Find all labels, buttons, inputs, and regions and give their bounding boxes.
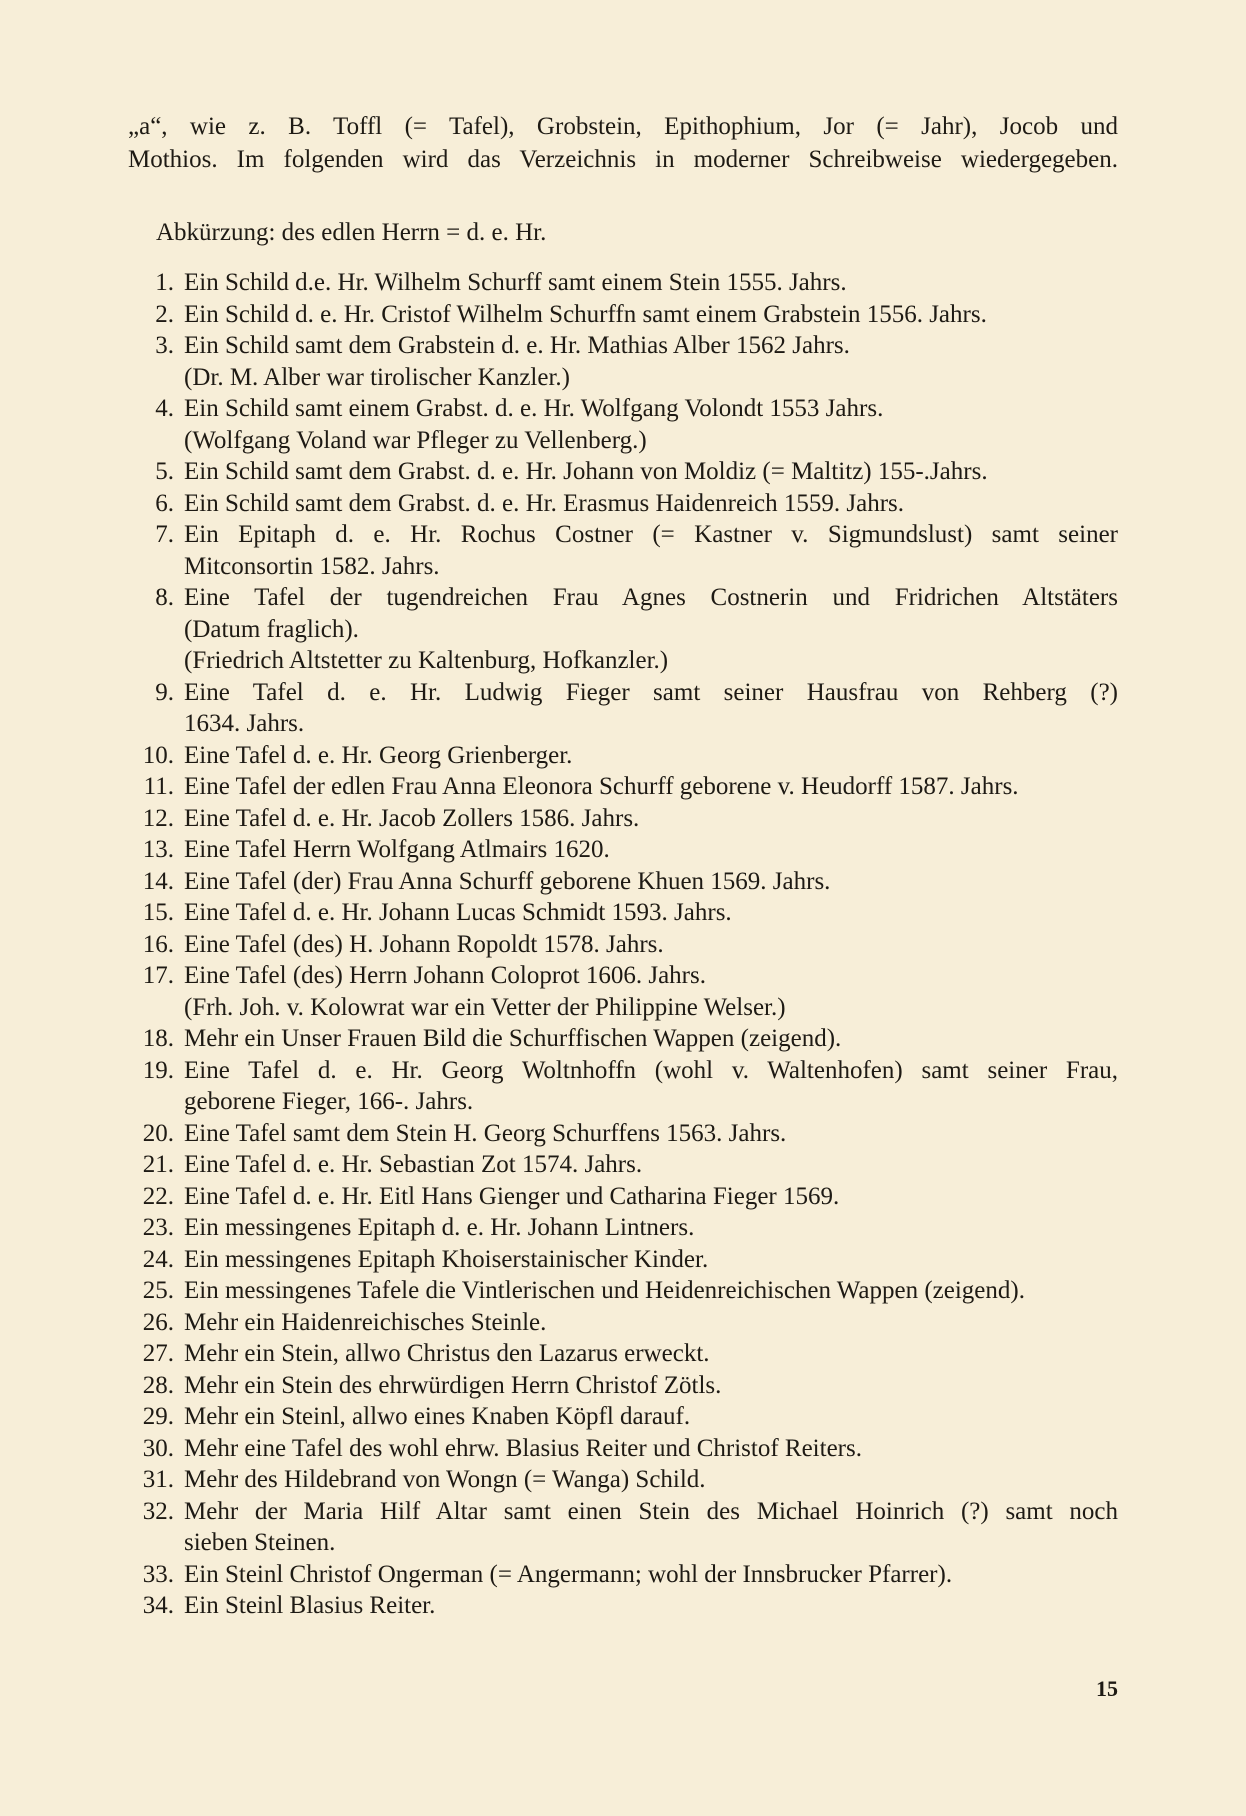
entry-line: Eine Tafel d. e. Hr. Sebastian Zot 1574. Jahrs. [184, 1151, 643, 1178]
list-item [128, 1590, 1118, 1622]
entry-line: Mehr der Maria Hilf Altar samt einen Stein des Michael Hoinrich (?) samt noch [184, 1497, 1118, 1525]
entry-line: Ein Schild d.e. Hr. Wilhelm Schurff samt einem Stein 1555. Jahrs. [184, 269, 847, 296]
entry-number: 30. [142, 1434, 174, 1462]
list-item [128, 1275, 1118, 1307]
entry-text [174, 582, 1118, 677]
entry-line: Mehr ein Unser Frauen Bild die Schurffischen Wappen (zeigend). [184, 1025, 842, 1052]
entry-number: 32. [142, 1497, 174, 1525]
entry-text [174, 1244, 1118, 1276]
entry-text [174, 740, 1118, 772]
entry-number: 14. [142, 867, 174, 895]
list-item [128, 519, 1118, 582]
entry-line: Mehr eine Tafel des wohl ehrw. Blasius Reiter und Christof Reiters. [184, 1434, 862, 1462]
list-item [128, 299, 1118, 331]
list-item [128, 771, 1118, 803]
entry-number: 34. [142, 1592, 174, 1619]
entry-number: 8. [155, 584, 174, 611]
entry-text [174, 1464, 1118, 1496]
entry-line: (Dr. M. Alber war tirolischer Kanzler.) [184, 363, 570, 391]
entry-text [174, 1433, 1118, 1465]
entry-line: Mehr ein Haidenreichisches Steinle. [184, 1308, 547, 1336]
entry-number: 13. [142, 836, 174, 863]
list-item [128, 1401, 1118, 1433]
entry-number: 18. [142, 1025, 174, 1052]
entry-number: 27. [142, 1340, 174, 1367]
entry-line: Ein Steinl Christof Ongerman (= Angermann; wohl der Innsbrucker Pfarrer). [184, 1560, 953, 1588]
entry-line: Eine Tafel d. e. Hr. Jacob Zollers 1586. Jahrs. [184, 804, 640, 832]
list-item [128, 803, 1118, 835]
entry-line: Eine Tafel der tugendreichen Frau Agnes Costnerin und Fridrichen Altstäters [184, 584, 1118, 611]
entry-text [174, 960, 1118, 1023]
entry-text [174, 866, 1118, 898]
entry-line: Ein Schild samt dem Grabstein d. e. Hr. Mathias Alber 1562 Jahrs. [184, 332, 850, 359]
entry-number: 15. [142, 899, 174, 926]
entry-number: 19. [142, 1056, 174, 1084]
entry-line: Ein messingenes Epitaph d. e. Hr. Johann Lintners. [184, 1214, 695, 1241]
intro-line-2: Mothios. Im folgenden wird das Verzeichnis in moderner Schreibweise wiedergegeben. [128, 146, 1118, 173]
entry-text [174, 267, 1118, 299]
entry-number: 5. [155, 458, 174, 485]
list-item [128, 1055, 1118, 1118]
entry-number: 33. [142, 1560, 174, 1588]
entry-number: 20. [142, 1119, 174, 1147]
entry-text [174, 834, 1118, 866]
entry-text [174, 488, 1118, 520]
document-page [128, 110, 1118, 1622]
list-item [128, 1244, 1118, 1276]
entry-line: Ein Schild d. e. Hr. Cristof Wilhelm Schurffn samt einem Grabstein 1556. Jahrs. [184, 300, 987, 328]
entry-text [174, 330, 1118, 393]
list-item [128, 1118, 1118, 1150]
entry-text [174, 929, 1118, 961]
list-item [128, 1307, 1118, 1339]
entry-line: Eine Tafel d. e. Hr. Georg Grienberger. [184, 741, 573, 769]
list-item [128, 1433, 1118, 1465]
entry-text [174, 299, 1118, 331]
entry-line: (Wolfgang Voland war Pfleger zu Vellenberg.) [184, 426, 647, 454]
list-item [128, 1212, 1118, 1244]
list-item [128, 393, 1118, 456]
list-item [128, 1338, 1118, 1370]
intro-paragraph [128, 110, 1118, 176]
list-item [128, 677, 1118, 740]
entry-line: (Datum fraglich). [184, 615, 359, 643]
intro-line-1: „a“, wie z. B. Toffl (= Tafel), Grobstein, Epithophium, Jor (= Jahr), Jocob und [128, 113, 1118, 140]
entry-text [174, 1118, 1118, 1150]
entry-text [174, 1055, 1118, 1118]
entry-number: 23. [142, 1214, 174, 1241]
list-item [128, 1370, 1118, 1402]
list-item [128, 1559, 1118, 1591]
entry-number: 31. [142, 1466, 174, 1493]
entry-line: Mehr ein Steinl, allwo eines Knaben Köpfl darauf. [184, 1403, 691, 1430]
list-item [128, 582, 1118, 677]
entry-number: 24. [142, 1245, 174, 1273]
entry-line: Ein Schild samt dem Grabst. d. e. Hr. Johann von Moldiz (= Maltitz) 155-.Jahrs. [184, 458, 988, 485]
page-number: 15 [1096, 1676, 1118, 1701]
entry-line: Eine Tafel (des) Herrn Johann Coloprot 1606. Jahrs. [184, 962, 706, 989]
entry-line: Ein Epitaph d. e. Hr. Rochus Costner (= Kastner v. Sigmundslust) samt seiner [184, 521, 1118, 548]
entry-line: (Frh. Joh. v. Kolowrat war ein Vetter der Philippine Welser.) [184, 993, 786, 1021]
entry-line: Ein messingenes Tafele die Vintlerischen und Heidenreichischen Wappen (zeigend). [184, 1277, 1025, 1304]
list-item [128, 1149, 1118, 1181]
entry-line: Eine Tafel (des) H. Johann Ropoldt 1578. Jahrs. [184, 930, 664, 958]
entry-text [174, 1212, 1118, 1244]
entry-number: 22. [142, 1182, 174, 1210]
entry-number: 1. [155, 269, 174, 296]
entry-line: Mehr ein Stein des ehrwürdigen Herrn Christof Zötls. [184, 1371, 722, 1399]
entry-text [174, 897, 1118, 929]
entry-number: 4. [155, 395, 174, 422]
entry-line: Ein Schild samt dem Grabst. d. e. Hr. Erasmus Haidenreich 1559. Jahrs. [184, 489, 904, 517]
entry-text [174, 1307, 1118, 1339]
entry-line: Eine Tafel (der) Frau Anna Schurff geborene Khuen 1569. Jahrs. [184, 867, 831, 895]
entry-text [174, 393, 1118, 456]
entry-text [174, 1496, 1118, 1559]
list-item [128, 834, 1118, 866]
entry-line: sieben Steinen. [184, 1529, 336, 1556]
entry-line: Ein Steinl Blasius Reiter. [184, 1592, 436, 1619]
entry-line: Ein messingenes Epitaph Khoiserstainischer Kinder. [184, 1245, 709, 1273]
list-item [128, 1496, 1118, 1559]
entry-number: 21. [142, 1151, 174, 1178]
list-item [128, 1181, 1118, 1213]
entry-number: 25. [142, 1277, 174, 1304]
entry-text [174, 1370, 1118, 1402]
entry-line: Eine Tafel der edlen Frau Anna Eleonora Schurff geborene v. Heudorff 1587. Jahrs. [184, 773, 1019, 800]
entry-number: 3. [155, 332, 174, 359]
entry-text [174, 519, 1118, 582]
entry-line: 1634. Jahrs. [184, 710, 305, 737]
list-item [128, 897, 1118, 929]
abbreviation-note: Abkürzung: des edlen Herrn = d. e. Hr. [156, 219, 547, 246]
entry-number: 10. [142, 741, 174, 769]
entry-line: Eine Tafel Herrn Wolfgang Atlmairs 1620. [184, 836, 610, 863]
entry-line: Mehr ein Stein, allwo Christus den Lazarus erweckt. [184, 1340, 710, 1367]
entry-text [174, 803, 1118, 835]
list-item [128, 1464, 1118, 1496]
entry-text [174, 1559, 1118, 1591]
list-item [128, 267, 1118, 299]
entry-number: 12. [142, 804, 174, 832]
entry-line: Eine Tafel d. e. Hr. Johann Lucas Schmidt 1593. Jahrs. [184, 899, 732, 926]
entry-list [128, 267, 1118, 1622]
entry-number: 6. [155, 489, 174, 517]
entry-text [174, 1149, 1118, 1181]
list-item [128, 960, 1118, 1023]
entry-number: 29. [142, 1403, 174, 1430]
entry-text [174, 1338, 1118, 1370]
entry-text [174, 456, 1118, 488]
entry-text [174, 771, 1118, 803]
entry-text [174, 1181, 1118, 1213]
list-item [128, 740, 1118, 772]
list-item [128, 488, 1118, 520]
entry-text [174, 677, 1118, 740]
entry-number: 28. [142, 1371, 174, 1399]
entry-line: geborene Fieger, 166-. Jahrs. [184, 1088, 474, 1115]
entry-line: Mehr des Hildebrand von Wongn (= Wanga) Schild. [184, 1466, 706, 1493]
entry-number: 9. [155, 678, 174, 706]
entry-number: 17. [142, 962, 174, 989]
entry-text [174, 1590, 1118, 1622]
list-item [128, 1023, 1118, 1055]
entry-line: Eine Tafel d. e. Hr. Georg Woltnhoffn (wohl v. Waltenhofen) samt seiner Frau, [184, 1056, 1118, 1084]
entry-number: 26. [142, 1308, 174, 1336]
entry-line: Eine Tafel d. e. Hr. Ludwig Fieger samt seiner Hausfrau von Rehberg (?) [184, 678, 1118, 706]
entry-number: 2. [155, 300, 174, 328]
entry-number: 11. [143, 773, 174, 800]
list-item [128, 866, 1118, 898]
entry-text [174, 1023, 1118, 1055]
entry-line: Mitconsortin 1582. Jahrs. [184, 552, 440, 580]
entry-line: (Friedrich Altstetter zu Kaltenburg, Hofkanzler.) [184, 647, 669, 674]
list-item [128, 330, 1118, 393]
entry-number: 7. [155, 521, 174, 548]
entry-text [174, 1275, 1118, 1307]
entry-line: Ein Schild samt einem Grabst. d. e. Hr. Wolfgang Volondt 1553 Jahrs. [184, 395, 884, 422]
entry-line: Eine Tafel d. e. Hr. Eitl Hans Gienger und Catharina Fieger 1569. [184, 1182, 840, 1210]
entry-number: 16. [142, 930, 174, 958]
list-item [128, 929, 1118, 961]
list-item [128, 456, 1118, 488]
entry-text [174, 1401, 1118, 1433]
entry-line: Eine Tafel samt dem Stein H. Georg Schurffens 1563. Jahrs. [184, 1119, 787, 1147]
